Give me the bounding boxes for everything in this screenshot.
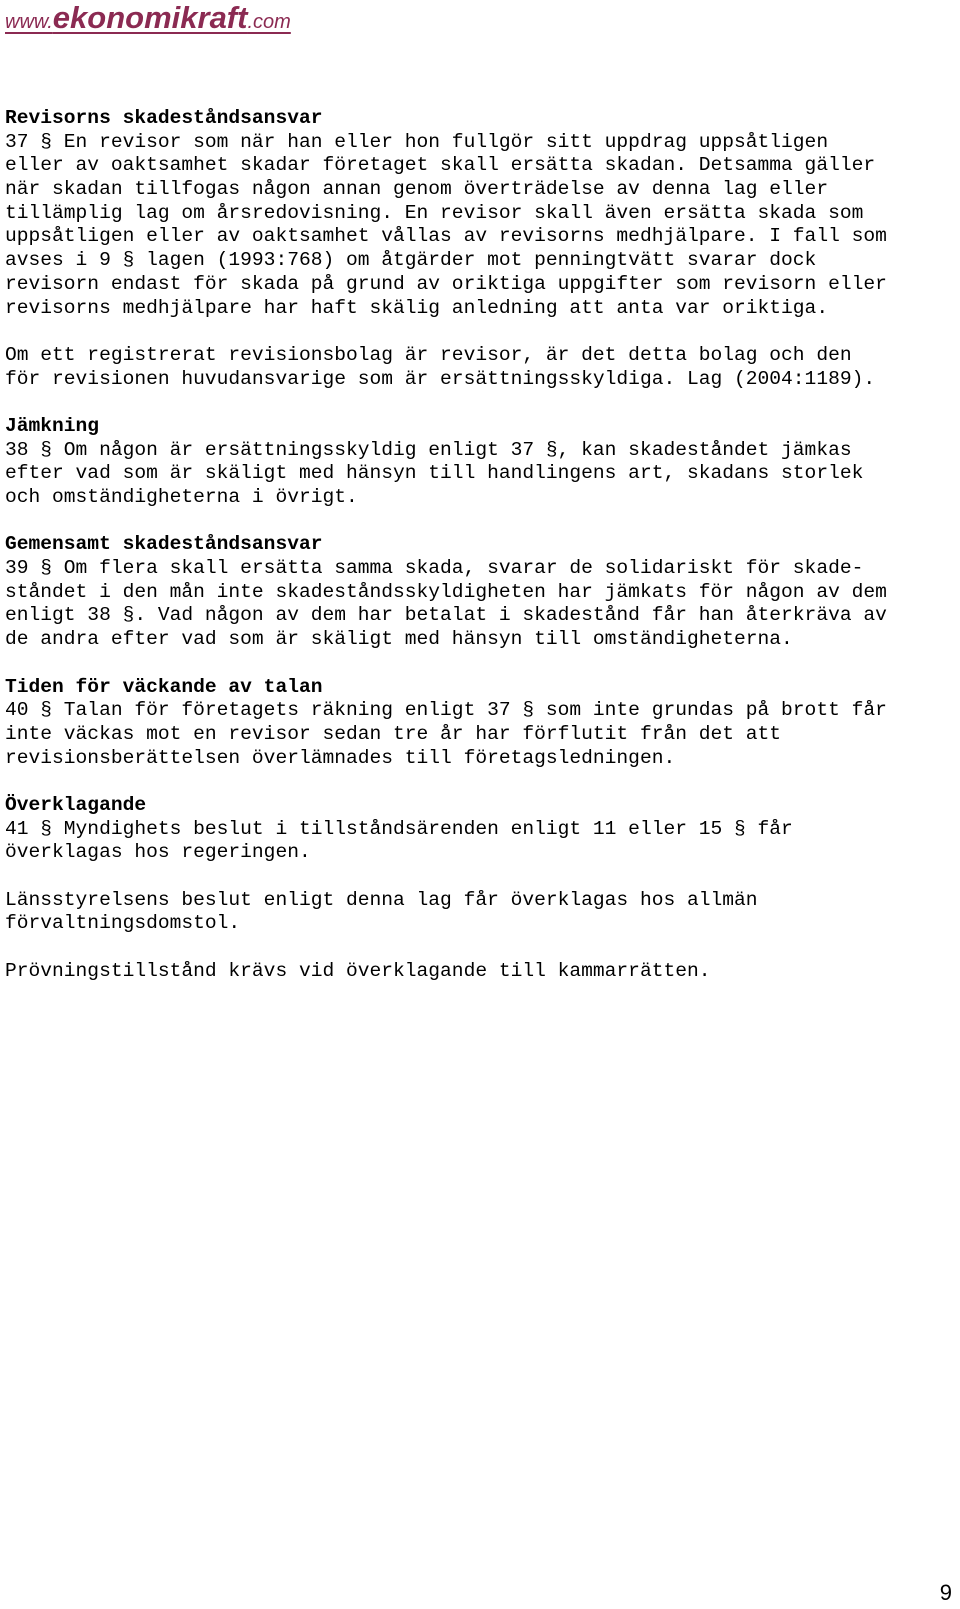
- paragraph-line: 40 § Talan för företagets räkning enligt 37 § som inte grundas på brott får: [5, 699, 887, 722]
- paragraph-line: Länsstyrelsens beslut enligt denna lag får överklagas hos allmän: [5, 888, 758, 911]
- paragraph-line: 37 § En revisor som när han eller hon fullgör sitt uppdrag uppsåtligen: [5, 130, 829, 153]
- page-number: 9: [939, 1580, 952, 1605]
- paragraph-line: när skadan tillfogas någon annan genom överträdelse av denna lag eller: [5, 178, 829, 201]
- paragraph-line: de andra efter vad som är skäligt med hänsyn till omständigheterna.: [5, 628, 793, 651]
- section-spacer: [5, 391, 945, 415]
- paragraph-line: Om ett registrerat revisionsbolag är revisor, är det detta bolag och den: [5, 343, 852, 366]
- paragraph-line: för revisionen huvudansvarige som är ersättningsskyldiga. Lag (2004:1189).: [5, 367, 876, 390]
- paragraph-line: överklagas hos regeringen.: [5, 841, 311, 864]
- paragraph-line: och omständigheterna i övrigt.: [5, 486, 358, 508]
- paragraph-line: enligt 38 §. Vad någon av dem har betalat i skadestånd får han återkräva av: [5, 604, 887, 627]
- paragraph-line: revisorn endast för skada på grund av oriktiga uppgifter som revisorn eller: [5, 272, 887, 295]
- paragraph-line: inte väckas mot en revisor sedan tre år har förflutit från det att: [5, 722, 782, 745]
- paragraph-line: uppsåtligen eller av oaktsamhet vållas av revisorns medhjälpare. I fall som: [5, 225, 887, 248]
- section-heading: Överklagande: [5, 793, 147, 816]
- paragraph-spacer: [5, 865, 945, 889]
- paragraph-line: eller av oaktsamhet skadar företaget skall ersätta skadan. Detsamma gäller: [5, 154, 876, 177]
- section-heading: Revisorns skadeståndsansvar: [5, 107, 323, 129]
- paragraph-line: revisorns medhjälpare har haft skälig anledning att anta var oriktiga.: [5, 296, 829, 319]
- section-heading: Jämkning: [5, 414, 100, 437]
- section-heading: Gemensamt skadeståndsansvar: [5, 533, 323, 556]
- paragraph-line: ståndet i den mån inte skadeståndsskyldigheten har jämkats för någon av dem: [5, 580, 887, 603]
- paragraph-spacer: [5, 936, 945, 960]
- site-logo[interactable]: [5, 0, 291, 42]
- section-spacer: [5, 770, 945, 794]
- section-heading: Tiden för väckande av talan: [5, 675, 323, 698]
- paragraph-line: efter vad som är skäligt med hänsyn till handlingens art, skadans storlek: [5, 462, 864, 485]
- paragraph-line: förvaltningsdomstol.: [5, 912, 241, 935]
- paragraph-line: avses i 9 § lagen (1993:768) om åtgärder mot penningtvätt svarar dock: [5, 249, 817, 272]
- site-logo-name: ekonomikraft: [52, 0, 248, 35]
- paragraph-line: revisionsberättelsen överlämnades till företagsledningen.: [5, 746, 676, 769]
- section-spacer: [5, 510, 945, 534]
- site-logo-suffix: .com: [247, 11, 291, 33]
- paragraph-line: 39 § Om flera skall ersätta samma skada, svarar de solidariskt för skade-: [5, 557, 864, 580]
- paragraph-line: tillämplig lag om årsredovisning. En revisor skall även ersätta skada som: [5, 201, 864, 224]
- paragraph-spacer: [5, 320, 945, 344]
- section-spacer: [5, 652, 945, 676]
- paragraph-line: 38 § Om någon är ersättningsskyldig enligt 37 §, kan skadeståndet jämkas: [5, 438, 852, 461]
- paragraph-line: 41 § Myndighets beslut i tillståndsärenden enligt 11 eller 15 § får: [5, 817, 793, 840]
- site-logo-prefix: www.: [5, 11, 53, 33]
- document-body: [5, 107, 945, 983]
- paragraph-line: Prövningstillstånd krävs vid överklagande till kammarrätten.: [5, 959, 711, 982]
